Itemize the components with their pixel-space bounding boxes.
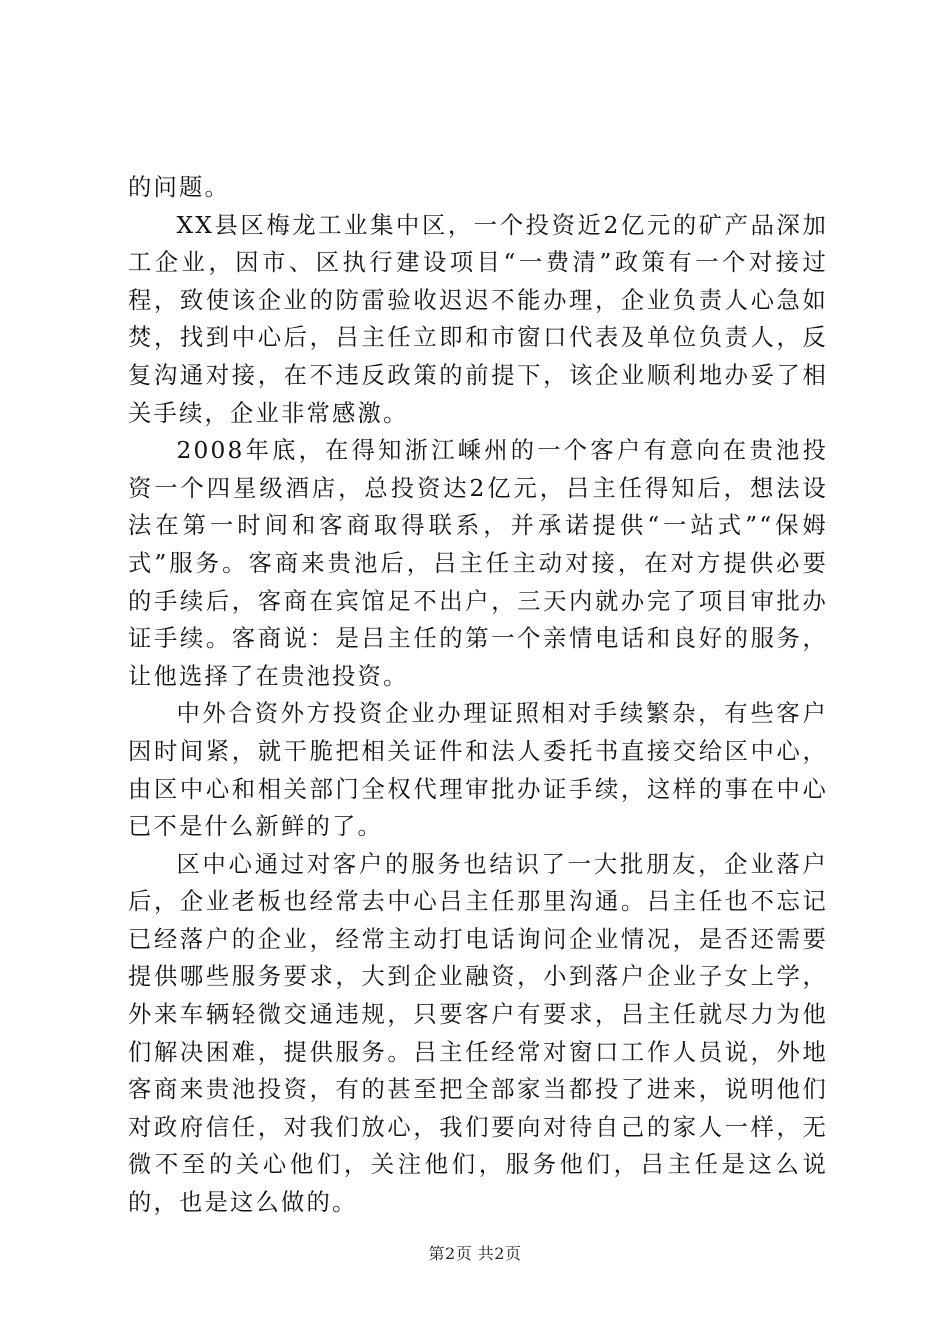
paragraph-hotel-investment: 2008年底，在得知浙江嵊州的一个客户有意向在贵池投资一个四星级酒店，总投资达2亿元，吕主任得知后，想法设法在第一时间和客商取得联系，并承诺提供“一站式”“保姆式”服务。客商来贵池后，吕主任主动对接，在对方提供必要的手续后，客商在宾馆足不出户，三天内就办完了项目审批办证手续。客商说：是吕主任的第一个亲情电话和良好的服务，让他选择了在贵池投资。 [128, 437, 828, 690]
paragraph-customer-service: 区中心通过对客户的服务也结识了一大批朋友，企业落户后，企业老板也经常去中心吕主任那里沟通。吕主任也不忘记已经落户的企业，经常主动打电话询问企业情况，是否还需要提供哪些服务要求，大到企业融资，小到落户企业子女上学，外来车辆轻微交通违规，只要客户有要求，吕主任就尽力为他们解决困难，提供服务。吕主任经常对窗口工作人员说，外地客商来贵池投资，有的甚至把全部家当都投了进来，说明他们对政府信任，对我们放心，我们要向对待自己的家人一样，无微不至的关心他们，关注他们，服务他们，吕主任是这么说的，也是这么做的。 [128, 850, 828, 1217]
page-footer: 第2页 共2页 [428, 1244, 522, 1263]
paragraph-continuation: 的问题。 [128, 174, 230, 201]
paragraph-joint-venture: 中外合资外方投资企业办理证照相对手续繁杂，有些客户因时间紧，就干脆把相关证件和法人委托书直接交给区中心，由区中心和相关部门全权代理审批办证手续，这样的事在中心已不是什么新鲜的了。 [128, 700, 828, 841]
document-body [128, 169, 828, 1222]
paragraph-meilong-enterprise: XX县区梅龙工业集中区，一个投资近2亿元的矿产品深加工企业，因市、区执行建设项目“一费清”政策有一个对接过程，致使该企业的防雷验收迟迟不能办理，企业负责人心急如焚，找到中心后，吕主任立即和市窗口代表及单位负责人，反复沟通对接，在不违反政策的前提下，该企业顺利地办妥了相关手续，企业非常感激。 [128, 211, 828, 427]
